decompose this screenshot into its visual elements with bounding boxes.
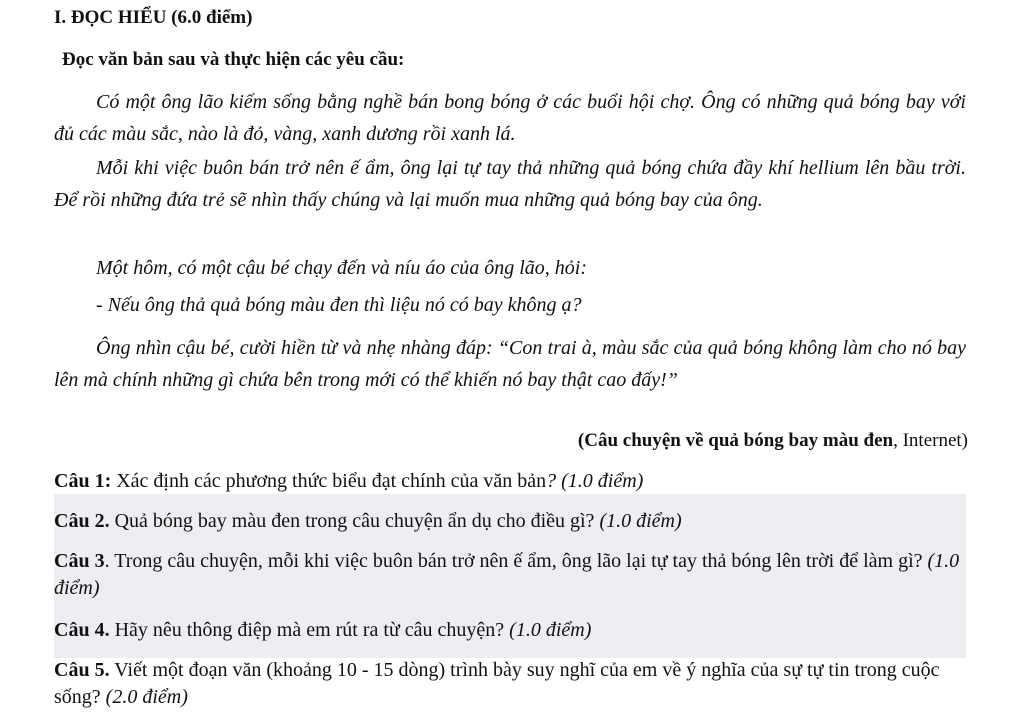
instruction-text: Đọc văn bản sau và thực hiện các yêu cầu: — [62, 49, 405, 70]
question-text: Viết một đoạn văn (khoảng 10 - 15 dòng) trình bày suy nghĩ của em về ý nghĩa của sự tự tin trong cuộc sống? — [54, 659, 940, 708]
question-3 — [54, 543, 966, 612]
question-2 — [54, 494, 966, 543]
passage-paragraph-5: Ông nhìn cậu bé, cười hiền từ và nhẹ nhàng đáp: “Con trai à, màu sắc của quả bóng không làm cho nó bay lên mà chính những gì chứa bên trong mới có thể khiến nó bay thật cao đấy!” — [54, 337, 966, 391]
question-points: (2.0 điểm) — [105, 686, 188, 708]
question-label: Câu 4. — [54, 619, 110, 641]
passage-paragraph-4: - Nếu ông thả quả bóng màu đen thì liệu nó có bay không ạ? — [96, 294, 582, 316]
question-1 — [54, 468, 966, 495]
question-text: . Trong câu chuyện, mỗi khi việc buôn bán trở nên ế ẩm, ông lão lại tự tay thả bóng lên trời để làm gì? — [104, 550, 928, 572]
question-label: Câu 5. — [54, 659, 110, 681]
question-points: (1.0 điểm) — [54, 550, 960, 599]
passage-paragraph-2: Mỗi khi việc buôn bán trở nên ế ẩm, ông lại tự tay thả những quả bóng chứa đầy khí hellium lên bầu trời. Để rồi những đứa trẻ sẽ nhìn thấy chúng và lại muốn mua những quả bóng bay của ông. — [54, 157, 966, 211]
source-title: Câu chuyện về quả bóng bay màu đen — [584, 430, 894, 451]
question-text: Hãy nêu thông điệp mà em rút ra từ câu chuyện? — [109, 619, 510, 641]
passage-paragraph-1: Có một ông lão kiếm sống bằng nghề bán bong bóng ở các buổi hội chợ. Ông có những quả bóng bay với đủ các màu sắc, nào là đỏ, vàng, xanh dương rồi xanh lá. — [54, 91, 966, 145]
source-rest: , Internet) — [893, 430, 968, 451]
question-label: Câu 3 — [54, 550, 105, 572]
question-label: Câu 2. — [54, 510, 110, 532]
source-open: ( — [577, 430, 585, 451]
question-5 — [54, 657, 966, 711]
question-4 — [54, 612, 966, 658]
question-points: (1.0 điểm) — [509, 619, 592, 641]
section-title: I. ĐỌC HIỂU (6.0 điểm) — [54, 7, 253, 28]
question-text: Quả bóng bay màu đen trong câu chuyện ẩn dụ cho điều gì? — [109, 510, 600, 532]
question-text: Xác định các phương thức biểu đạt chính của văn bản — [111, 470, 547, 492]
question-points: ? (1.0 điểm) — [546, 470, 644, 492]
passage-paragraph-3: Một hôm, có một cậu bé chạy đến và níu áo của ông lão, hỏi: — [96, 257, 588, 279]
source-citation — [578, 430, 968, 452]
question-label: Câu 1: — [54, 470, 112, 492]
question-points: (1.0 điểm) — [599, 510, 682, 532]
